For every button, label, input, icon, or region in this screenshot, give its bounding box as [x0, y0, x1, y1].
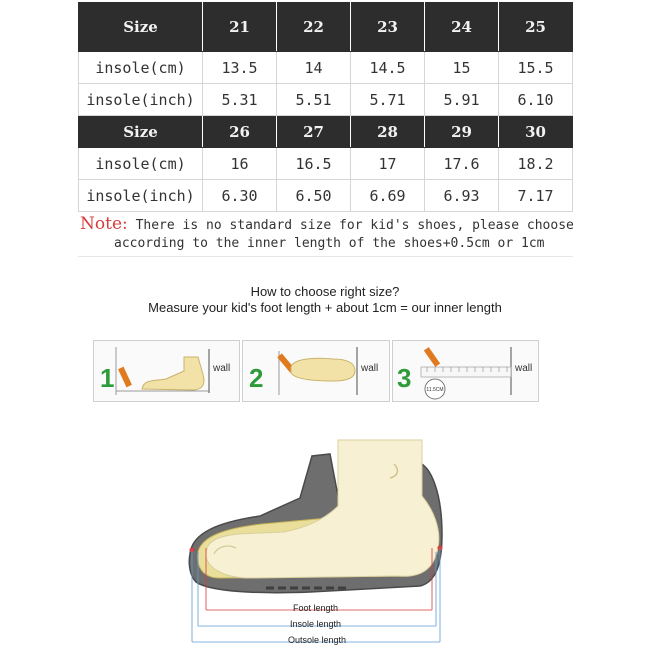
- step-number: 1: [100, 363, 115, 393]
- header-cell: Size: [79, 117, 203, 148]
- table-cell: 18.2: [499, 148, 573, 180]
- ruler-icon: [421, 367, 511, 377]
- row-label: insole(cm): [79, 148, 203, 180]
- table-cell: 16: [203, 148, 277, 180]
- table-cell: 6.93: [425, 180, 499, 212]
- row-label: insole(cm): [79, 52, 203, 84]
- header-cell: 22: [277, 3, 351, 52]
- insole-length-label: Insole length: [290, 619, 342, 629]
- size-header-row: [79, 117, 573, 148]
- foot-length-label: Foot length: [293, 603, 339, 613]
- header-cell: 26: [203, 117, 277, 148]
- note-label: Note:: [80, 214, 128, 234]
- table-cell: 15.5: [499, 52, 573, 84]
- table-cell: 6.50: [277, 180, 351, 212]
- header-cell: 23: [351, 3, 425, 52]
- header-cell: 27: [277, 117, 351, 148]
- header-cell: 28: [351, 117, 425, 148]
- table-cell: 14: [277, 52, 351, 84]
- guide-instruction: Measure your kid's foot length + about 1cm = our inner length: [148, 300, 502, 315]
- table-cell: 6.10: [499, 84, 573, 116]
- outsole-length-label: Outsole length: [288, 635, 347, 645]
- table-cell: 6.69: [351, 180, 425, 212]
- step-2-panel: [242, 340, 390, 402]
- foot-icon: [291, 358, 355, 381]
- pencil-icon: [424, 347, 440, 367]
- size-table-2: [78, 116, 573, 212]
- table-cell: 17.6: [425, 148, 499, 180]
- table-row: [79, 84, 573, 116]
- table-cell: 5.31: [203, 84, 277, 116]
- pencil-icon: [118, 367, 132, 388]
- wall-label: wall: [515, 363, 533, 374]
- table-cell: 17: [351, 148, 425, 180]
- note-text-line-1: There is no standard size for kid's shoes, please choose: [135, 218, 574, 233]
- table-row: [79, 52, 573, 84]
- header-cell: 24: [425, 3, 499, 52]
- header-cell: Size: [79, 3, 203, 52]
- wall-label: wall: [361, 363, 379, 374]
- table-cell: 5.91: [425, 84, 499, 116]
- header-cell: 30: [499, 117, 573, 148]
- step-number: 3: [397, 363, 412, 393]
- size-header-row: [79, 3, 573, 52]
- ruler-reading: 11.5CM: [426, 387, 444, 393]
- row-label: insole(inch): [79, 84, 203, 116]
- guide-question: How to choose right size?: [250, 284, 400, 299]
- table-row: [79, 180, 573, 212]
- table-cell: 13.5: [203, 52, 277, 84]
- foot-in-shoe-diagram: [180, 436, 460, 648]
- step-1-panel: [93, 340, 240, 402]
- note-text-line-2: according to the inner length of the shoes+0.5cm or 1cm: [114, 236, 545, 251]
- note-divider: [78, 256, 573, 257]
- table-row: [79, 148, 573, 180]
- foot-icon: [142, 357, 204, 390]
- header-cell: 29: [425, 117, 499, 148]
- table-cell: 7.17: [499, 180, 573, 212]
- table-cell: 15: [425, 52, 499, 84]
- table-cell: 14.5: [351, 52, 425, 84]
- table-cell: 6.30: [203, 180, 277, 212]
- header-cell: 25: [499, 3, 573, 52]
- table-cell: 16.5: [277, 148, 351, 180]
- header-cell: 21: [203, 3, 277, 52]
- table-cell: 5.71: [351, 84, 425, 116]
- size-table-1: [78, 2, 573, 116]
- step-number: 2: [249, 363, 264, 393]
- table-cell: 5.51: [277, 84, 351, 116]
- size-note: [80, 215, 575, 253]
- row-label: insole(inch): [79, 180, 203, 212]
- step-3-panel: [392, 340, 539, 402]
- wall-label: wall: [213, 363, 231, 374]
